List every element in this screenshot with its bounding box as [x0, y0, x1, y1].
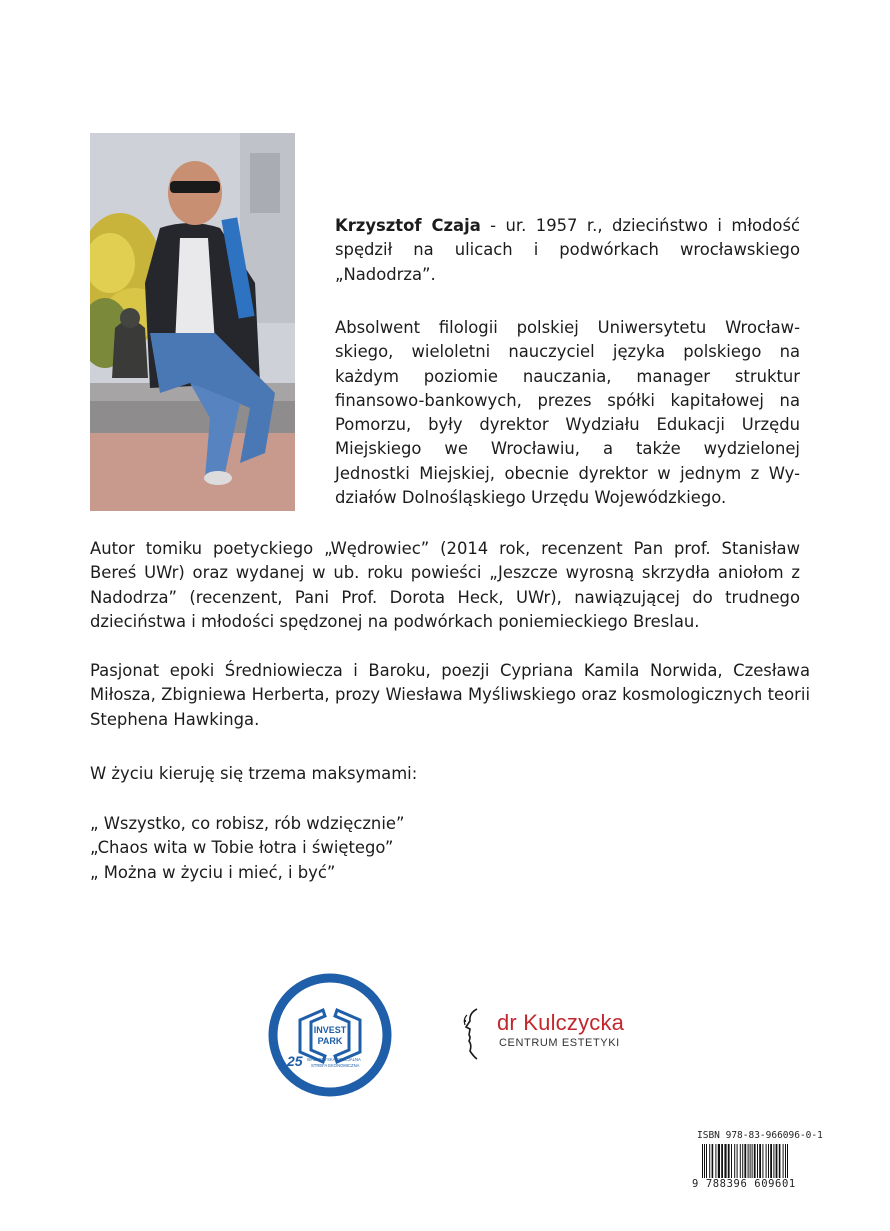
barcode-bar: [728, 1144, 730, 1178]
barcode-bar: [783, 1144, 784, 1178]
career-line: finansowo-bankowych, prezes spółki kapitałowej na: [335, 390, 800, 410]
barcode-bar: [731, 1144, 732, 1178]
barcode-bar: [709, 1144, 710, 1178]
barcode-bar: [740, 1144, 741, 1178]
maxims-list: [90, 812, 690, 885]
barcode-bar: [734, 1144, 735, 1178]
maxims-intro: W życiu kieruję się trzema maksymami:: [90, 764, 418, 783]
barcode-bar: [770, 1144, 772, 1178]
barcode-bar: [718, 1144, 720, 1178]
invest-line1: INVEST: [313, 1025, 347, 1035]
career-line: Jednostki Miejskiej, obecnie dyrektor w jednym z Wy-: [335, 463, 800, 483]
maxim-item: „ Można w życiu i mieć, i być”: [90, 862, 336, 882]
kulczycka-name: dr Kulczycka: [497, 1010, 625, 1035]
barcode-bar: [766, 1144, 767, 1178]
isbn-label: ISBN 978-83-966096-0-1: [697, 1130, 823, 1141]
isbn-digits: 9 788396 609601: [692, 1178, 817, 1190]
career-line: skiego, wieloletni nauczyciel języka polskiego na: [335, 342, 800, 362]
author-photo: [90, 133, 295, 511]
barcode-bar: [742, 1144, 743, 1178]
barcode-bar: [737, 1144, 738, 1178]
invest-line2: PARK: [317, 1036, 343, 1046]
career-line: Miejskiego we Wrocławiu, a także wydzielonej: [335, 439, 800, 459]
barcode-bar: [757, 1144, 758, 1178]
barcode-bar: [744, 1144, 746, 1178]
barcode-bar: [759, 1144, 761, 1178]
bio-intro: [335, 214, 800, 287]
barcode-bar: [779, 1144, 781, 1178]
barcode-bar: [762, 1144, 763, 1178]
invest-park-logo: [265, 970, 395, 1100]
career-line: każdym poziomie nauczania, manager struktur: [335, 366, 800, 386]
bio-works: Autor tomiku poetyckiego „Wędrowiec” (2014 rok, recenzent Pan prof. Stanisław Bereś UWr) oraz wydanej w ub. roku powieści „Jeszcze wyrosną skrzydła aniołom z Nadodrza” (recenzent, Pani Prof. Dorota Heck, UWr), nawiązującej do trudnego dzieciństwa i młodości spędzonej na podwórkach poniemieckiego Breslau.: [90, 539, 800, 631]
career-line: działów Dolnośląskiego Urzędu Wojewódzkiego.: [335, 488, 727, 508]
career-line: Pomorzu, były dyrektor Wydziału Edukacji Urzędu: [335, 415, 800, 435]
barcode-bar: [715, 1144, 716, 1178]
invest-anniversary: 25: [287, 1053, 303, 1069]
barcode-bar: [768, 1144, 769, 1178]
author-name: Krzysztof Czaja: [335, 216, 481, 235]
invest-caption1: WAŁBRZYSKA SPECJALNA: [307, 1057, 361, 1062]
bio-intro-text: - ur. 1957 r., dzieciństwo i młodość spędził na ulicach i podwórkach wrocławskiego „Nadodrza”.: [335, 216, 801, 284]
bio-interests: Pasjonat epoki Średniowiecza i Baroku, poezji Cypriana Kamila Norwida, Czesława Miłosza, Zbigniewa Herberta, prozy Wiesława Myśliwskiego oraz kosmologicznych teorii Stephena Hawkinga.: [90, 661, 810, 729]
face-profile-icon: [455, 1005, 495, 1065]
barcode-bar: [773, 1144, 774, 1178]
kulczycka-subtitle: CENTRUM ESTETYKI: [499, 1037, 620, 1049]
career-line: Absolwent filologii polskiej Uniwersytetu Wrocław-: [335, 318, 800, 337]
barcode-bar: [752, 1144, 753, 1178]
kulczycka-logo: [455, 1005, 645, 1065]
barcode-bar: [712, 1144, 714, 1178]
maxim-item: „ Wszystko, co robisz, rób wdzięcznie”: [90, 814, 405, 833]
invest-caption2: STREFA EKONOMICZNA: [311, 1063, 360, 1068]
barcode-bar: [706, 1144, 707, 1178]
maxim-item: „Chaos wita w Tobie łotra i świętego”: [90, 838, 394, 858]
barcode-bar: [724, 1144, 726, 1178]
barcode-bar: [776, 1144, 778, 1178]
barcode-bar: [754, 1144, 756, 1178]
bio-career: [335, 316, 800, 510]
barcode-bar: [721, 1144, 723, 1178]
